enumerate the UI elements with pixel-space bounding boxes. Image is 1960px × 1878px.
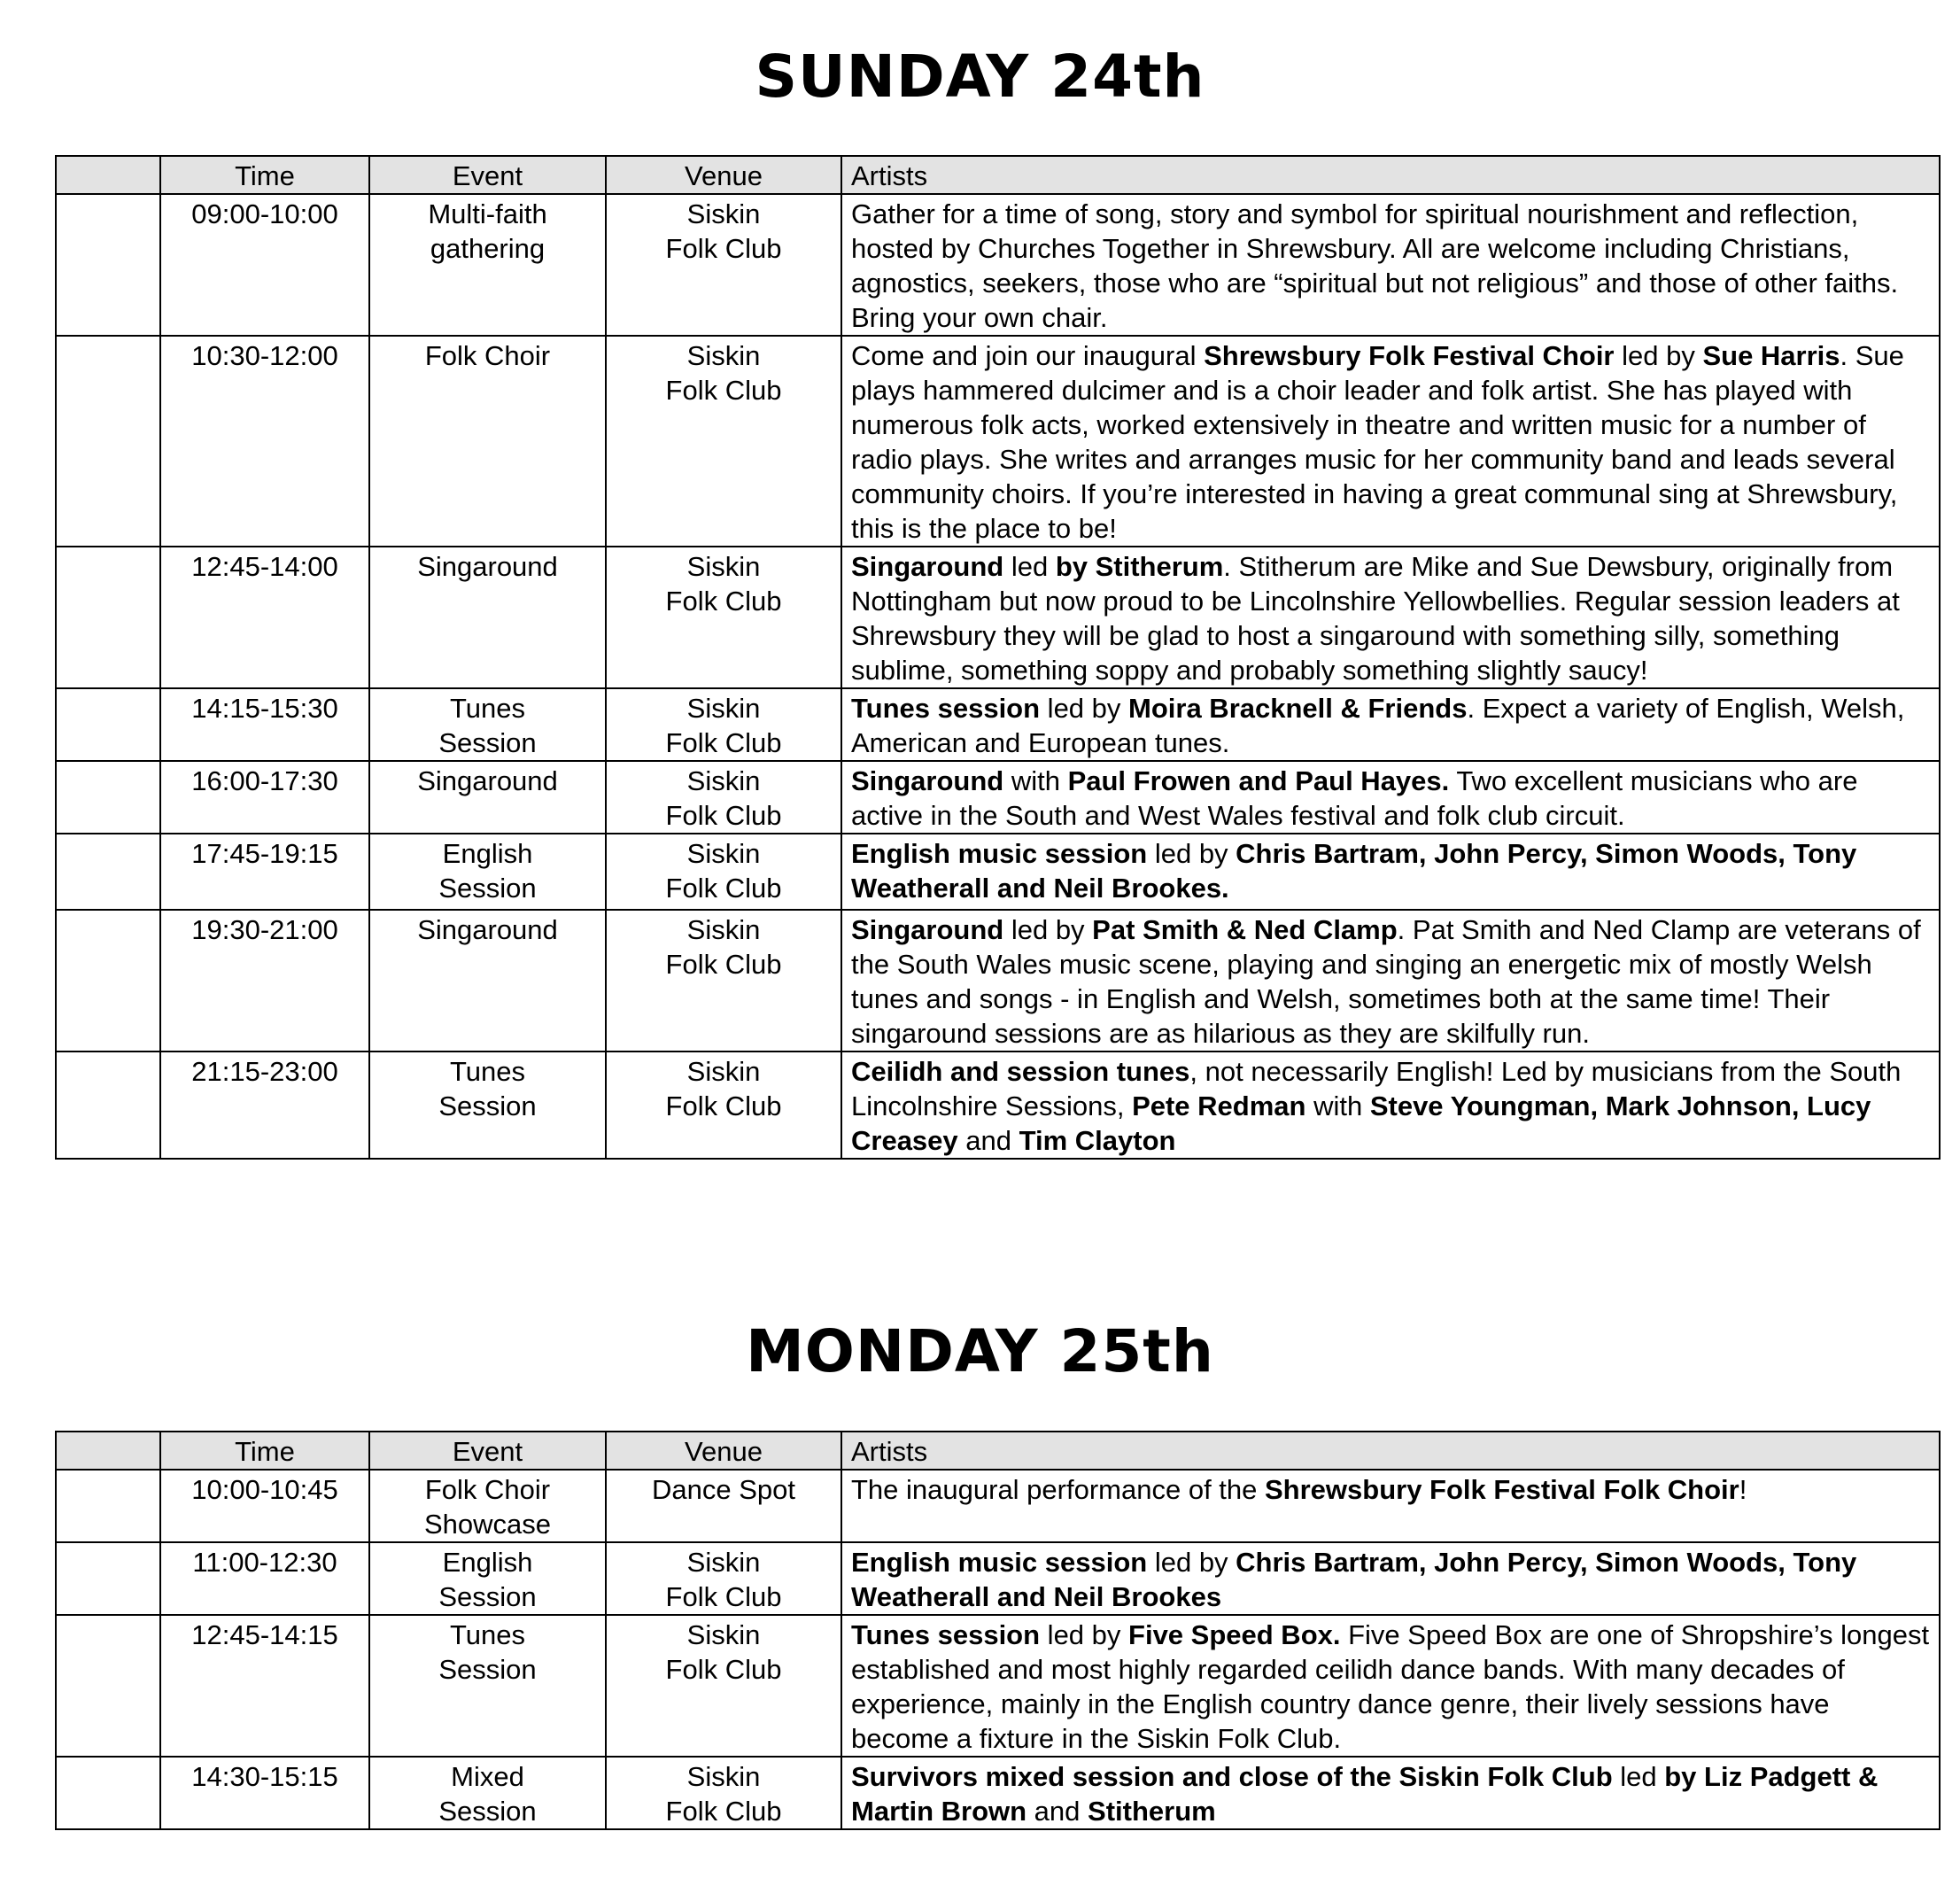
venue-line: Folk Club xyxy=(665,1581,782,1612)
sunday-rows xyxy=(56,194,1940,1159)
artists-text: led by xyxy=(1614,340,1703,371)
header-time: Time xyxy=(160,156,369,194)
event-cell xyxy=(369,194,606,336)
table-header-row xyxy=(56,1432,1940,1470)
time-cell: 09:00-10:00 xyxy=(160,194,369,336)
event-line: English xyxy=(442,838,533,869)
event-line: Singaround xyxy=(417,551,558,582)
time-cell: 14:30-15:15 xyxy=(160,1757,369,1829)
artists-bold-text: Five Speed Box. xyxy=(1128,1619,1341,1650)
artists-text: led by xyxy=(1147,1547,1236,1578)
row-blank-cell xyxy=(56,1757,160,1829)
event-line: Session xyxy=(438,873,537,904)
artists-bold-text: Paul Frowen and Paul Hayes. xyxy=(1067,765,1450,796)
venue-line: Siskin xyxy=(686,551,761,582)
time-cell: 10:00-10:45 xyxy=(160,1470,369,1542)
artists-bold-text: English music session xyxy=(851,838,1148,869)
artists-cell xyxy=(841,1542,1940,1615)
event-cell xyxy=(369,910,606,1052)
table-header-row xyxy=(56,156,1940,194)
artists-bold-text: Tunes session xyxy=(851,1619,1041,1650)
venue-line: Folk Club xyxy=(665,873,782,904)
event-line: Session xyxy=(438,1796,537,1827)
event-cell xyxy=(369,1615,606,1757)
header-artists: Artists xyxy=(841,156,1940,194)
artists-bold-text: Chris Bartram, John Percy, Simon Woods, Tony Weatherall and Neil Brookes xyxy=(851,1547,1857,1612)
artists-bold-text: Ceilidh and session tunes xyxy=(851,1056,1190,1087)
header-time: Time xyxy=(160,1432,369,1470)
header-blank xyxy=(56,156,160,194)
venue-cell xyxy=(606,761,841,834)
time-cell: 14:15-15:30 xyxy=(160,688,369,761)
artists-text: The inaugural performance of the xyxy=(851,1474,1265,1505)
venue-line: Folk Club xyxy=(665,1796,782,1827)
artists-text: Five Speed Box are one of Shropshire’s longest established and most highly regarded ceilidh dance bands. With many decades of experience, mainly in the English country dance genre, their lively sessions have become a fixture in the Siskin Folk Club. xyxy=(851,1619,1930,1754)
artists-cell xyxy=(841,761,1940,834)
event-line: Singaround xyxy=(417,765,558,796)
artists-bold-text: Chris Bartram, John Percy, Simon Woods, Tony Weatherall and Neil Brookes. xyxy=(851,838,1857,904)
artists-cell xyxy=(841,834,1940,910)
artists-bold-text: Survivors mixed session and close of the Siskin Folk Club xyxy=(851,1761,1613,1792)
artists-bold-text: Pete Redman xyxy=(1132,1090,1306,1121)
event-line: Session xyxy=(438,1090,537,1121)
venue-line: Folk Club xyxy=(665,949,782,980)
row-blank-cell xyxy=(56,1542,160,1615)
event-cell xyxy=(369,1542,606,1615)
venue-cell xyxy=(606,1542,841,1615)
table-row xyxy=(56,1757,1940,1829)
artists-bold-text: Steve Youngman, Mark Johnson, Lucy Creasey xyxy=(851,1090,1871,1156)
venue-line: Siskin xyxy=(686,914,761,945)
artists-bold-text: Singaround xyxy=(851,551,1004,582)
artists-text: led by xyxy=(1040,1619,1129,1650)
artists-bold-text: by Liz Padgett & Martin Brown xyxy=(851,1761,1879,1827)
artists-bold-text: Sue Harris xyxy=(1702,340,1840,371)
row-blank-cell xyxy=(56,761,160,834)
table-row xyxy=(56,688,1940,761)
venue-line: Folk Club xyxy=(665,1654,782,1685)
venue-cell xyxy=(606,1615,841,1757)
artists-bold-text: Shrewsbury Folk Festival Choir xyxy=(1204,340,1615,371)
artists-text: with xyxy=(1003,765,1068,796)
venue-line: Dance Spot xyxy=(652,1474,795,1505)
venue-line: Siskin xyxy=(686,1761,761,1792)
event-line: Multi-faith xyxy=(428,198,547,229)
artists-text: led by xyxy=(1147,838,1236,869)
header-venue: Venue xyxy=(606,1432,841,1470)
header-artists: Artists xyxy=(841,1432,1940,1470)
venue-line: Siskin xyxy=(686,198,761,229)
artists-cell xyxy=(841,910,1940,1052)
time-cell: 21:15-23:00 xyxy=(160,1052,369,1159)
artists-text: and xyxy=(957,1125,1019,1156)
table-row xyxy=(56,1615,1940,1757)
event-cell xyxy=(369,761,606,834)
time-cell: 16:00-17:30 xyxy=(160,761,369,834)
time-cell: 12:45-14:15 xyxy=(160,1615,369,1757)
artists-bold-text: Stitherum xyxy=(1088,1796,1216,1827)
artists-cell xyxy=(841,547,1940,688)
table-row xyxy=(56,1052,1940,1159)
header-event: Event xyxy=(369,156,606,194)
artists-text: ! xyxy=(1739,1474,1747,1505)
event-line: Tunes xyxy=(449,693,525,724)
venue-line: Siskin xyxy=(686,838,761,869)
table-row xyxy=(56,1542,1940,1615)
event-cell xyxy=(369,547,606,688)
venue-line: Siskin xyxy=(686,340,761,371)
artists-cell xyxy=(841,1615,1940,1757)
artists-bold-text: Moira Bracknell & Friends xyxy=(1128,693,1468,724)
event-cell xyxy=(369,1757,606,1829)
artists-cell xyxy=(841,688,1940,761)
artists-text: Come and join our inaugural xyxy=(851,340,1205,371)
artists-text: . Pat Smith and Ned Clamp are veterans of the South Wales music scene, playing and singing an energetic mix of mostly Welsh tunes and songs - in English and Welsh, sometimes both at the same time! Their singaround sessions are as hilarious as they are skilfully run. xyxy=(851,914,1921,1049)
venue-line: Folk Club xyxy=(665,586,782,617)
artists-text: . Stitherum are Mike and Sue Dewsbury, originally from Nottingham but now proud to be Lincolnshire Yellowbellies. Regular session leaders at Shrewsbury they will be glad to host a singaround with something silly, something sublime, something soppy and probably something slightly saucy! xyxy=(851,551,1900,686)
artists-cell xyxy=(841,1470,1940,1542)
monday-title: MONDAY 25th xyxy=(746,1317,1214,1385)
event-cell xyxy=(369,1470,606,1542)
time-cell: 11:00-12:30 xyxy=(160,1542,369,1615)
table-row xyxy=(56,336,1940,547)
artists-cell xyxy=(841,194,1940,336)
event-line: Session xyxy=(438,1581,537,1612)
venue-line: Siskin xyxy=(686,1619,761,1650)
monday-schedule-table xyxy=(55,1431,1941,1830)
venue-cell xyxy=(606,910,841,1052)
artists-bold-text: Tim Clayton xyxy=(1019,1125,1176,1156)
header-blank xyxy=(56,1432,160,1470)
artists-text: . Sue plays hammered dulcimer and is a choir leader and folk artist. She has played with numerous folk acts, worked extensively in theatre and written music for a number of radio plays. She writes and arranges music for her community band and leads several community choirs. If you’re interested in having a great communal sing at Shrewsbury, this is the place to be! xyxy=(851,340,1904,544)
venue-line: Siskin xyxy=(686,693,761,724)
artists-text: Gather for a time of song, story and symbol for spiritual nourishment and reflection, hosted by Churches Together in Shrewsbury. All are welcome including Christians, agnostics, seekers, those who are “spiritual but not religious” and those of other faiths. Bring your own chair. xyxy=(851,198,1899,333)
event-line: Folk Choir xyxy=(424,340,551,371)
event-line: Session xyxy=(438,1654,537,1685)
venue-line: Siskin xyxy=(686,1056,761,1087)
sunday-title: SUNDAY 24th xyxy=(755,43,1205,111)
venue-cell xyxy=(606,688,841,761)
venue-cell xyxy=(606,1470,841,1542)
venue-cell xyxy=(606,547,841,688)
artists-text: Two excellent musicians who are active in the South and West Wales festival and folk club circuit. xyxy=(851,765,1858,831)
event-line: Mixed xyxy=(451,1761,524,1792)
artists-bold-text: by Stitherum xyxy=(1055,551,1224,582)
artists-bold-text: Singaround xyxy=(851,914,1004,945)
event-line: Showcase xyxy=(423,1509,552,1540)
row-blank-cell xyxy=(56,1470,160,1542)
table-row xyxy=(56,547,1940,688)
time-cell: 17:45-19:15 xyxy=(160,834,369,910)
time-cell: 12:45-14:00 xyxy=(160,547,369,688)
table-row xyxy=(56,194,1940,336)
venue-line: Siskin xyxy=(686,765,761,796)
artists-text: . Expect a variety of English, Welsh, American and European tunes. xyxy=(851,693,1905,758)
artists-bold-text: English music session xyxy=(851,1547,1148,1578)
venue-line: Siskin xyxy=(686,1547,761,1578)
row-blank-cell xyxy=(56,688,160,761)
artists-text: led xyxy=(1612,1761,1665,1792)
event-line: Tunes xyxy=(449,1619,525,1650)
monday-rows xyxy=(56,1470,1940,1829)
venue-line: Folk Club xyxy=(665,727,782,758)
event-cell xyxy=(369,834,606,910)
event-line: Folk Choir xyxy=(424,1474,551,1505)
artists-text: with xyxy=(1305,1090,1370,1121)
artists-bold-text: Pat Smith & Ned Clamp xyxy=(1092,914,1398,945)
event-line: Tunes xyxy=(449,1056,525,1087)
artists-bold-text: Singaround xyxy=(851,765,1004,796)
artists-text: led xyxy=(1003,551,1056,582)
venue-line: Folk Club xyxy=(665,233,782,264)
row-blank-cell xyxy=(56,336,160,547)
row-blank-cell xyxy=(56,1052,160,1159)
time-cell: 19:30-21:00 xyxy=(160,910,369,1052)
time-cell: 10:30-12:00 xyxy=(160,336,369,547)
venue-line: Folk Club xyxy=(665,375,782,406)
venue-cell xyxy=(606,1757,841,1829)
event-line: English xyxy=(442,1547,533,1578)
artists-bold-text: Tunes session xyxy=(851,693,1041,724)
event-cell xyxy=(369,1052,606,1159)
event-cell xyxy=(369,336,606,547)
artists-text: led by xyxy=(1040,693,1129,724)
sunday-schedule-table xyxy=(55,155,1941,1160)
event-line: Singaround xyxy=(417,914,558,945)
venue-line: Folk Club xyxy=(665,1090,782,1121)
event-line: gathering xyxy=(430,233,546,264)
artists-cell xyxy=(841,1052,1940,1159)
artists-bold-text: Shrewsbury Folk Festival Folk Choir xyxy=(1265,1474,1739,1505)
header-event: Event xyxy=(369,1432,606,1470)
row-blank-cell xyxy=(56,547,160,688)
row-blank-cell xyxy=(56,910,160,1052)
row-blank-cell xyxy=(56,194,160,336)
table-row xyxy=(56,910,1940,1052)
artists-text: and xyxy=(1026,1796,1088,1827)
table-row xyxy=(56,761,1940,834)
event-line: Session xyxy=(438,727,537,758)
venue-cell xyxy=(606,336,841,547)
venue-cell xyxy=(606,1052,841,1159)
venue-cell xyxy=(606,834,841,910)
venue-line: Folk Club xyxy=(665,800,782,831)
venue-cell xyxy=(606,194,841,336)
event-cell xyxy=(369,688,606,761)
row-blank-cell xyxy=(56,834,160,910)
row-blank-cell xyxy=(56,1615,160,1757)
header-venue: Venue xyxy=(606,156,841,194)
table-row xyxy=(56,1470,1940,1542)
artists-cell xyxy=(841,336,1940,547)
artists-text: led by xyxy=(1003,914,1093,945)
artists-cell xyxy=(841,1757,1940,1829)
artists-text: , not necessarily English! Led by musicians from the South Lincolnshire Sessions, xyxy=(851,1056,1902,1121)
table-row xyxy=(56,834,1940,910)
